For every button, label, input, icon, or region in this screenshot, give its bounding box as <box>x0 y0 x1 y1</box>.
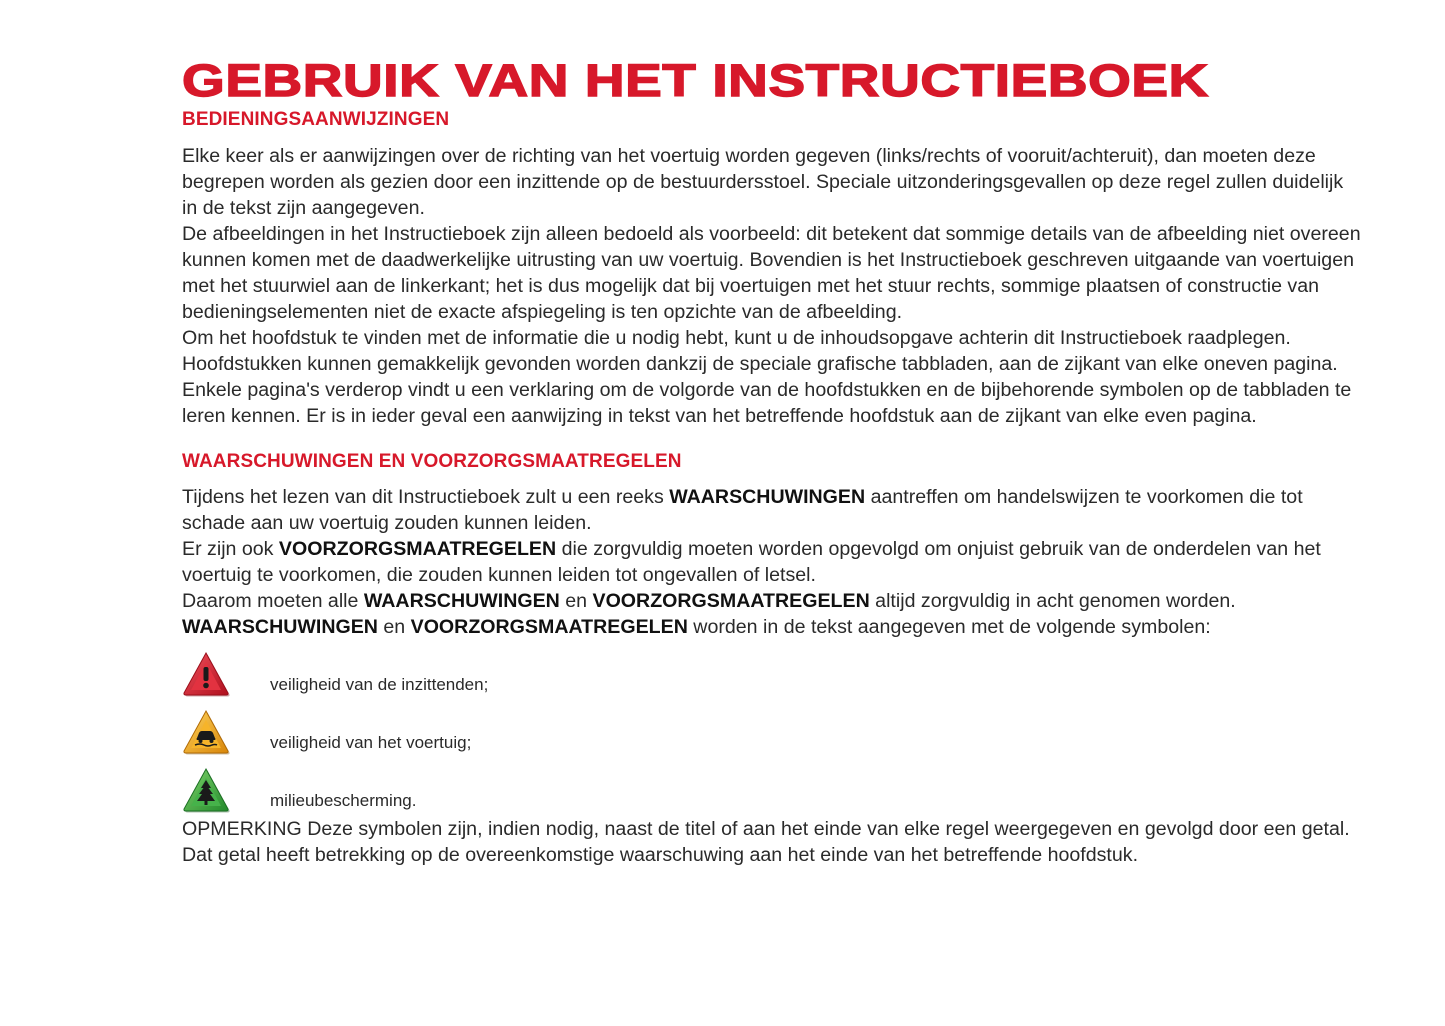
symbol-label: veiligheid van de inzittenden; <box>270 675 489 694</box>
section-heading-waarschuwingen: WAARSCHUWINGEN EN VOORZORGSMAATREGELEN <box>182 451 682 472</box>
text-span: Daarom moeten alle <box>182 590 364 612</box>
section-waarschuwingen <box>182 484 1362 640</box>
car-skid-icon <box>182 708 230 756</box>
text-span: worden in de tekst aangegeven met de volgende symbolen: <box>687 616 1211 638</box>
paragraph-richting: Elke keer als er aanwijzingen over de richting van het voertuig worden gegeven (links/rechts of vooruit/achteruit), dan moeten deze begrepen worden als gezien door een inzittende op de bestuurdersstoel. Speciale uitzonderingsgevallen op deze regel zullen duidelijk in de tekst zijn aangegeven. <box>182 145 1344 219</box>
paragraph-afbeeldingen: De afbeeldingen in het Instructieboek zijn alleen bedoeld als voorbeeld: dit betekent dat sommige details van de afbeelding niet overeen kunnen komen met de daadwerkelijke uitrusting van uw voertuig. Bovendien is het Instructieboek geschreven uitgaande van voertuigen met het stuurwiel aan de linkerkant; het is dus mogelijk dat bij voertuigen met het stuur rechts, sommige plaatsen of constructie van bedieningselementen niet de exacte afspiegeling is ten opzichte van de afbeelding. <box>182 223 1361 323</box>
tree-icon <box>182 766 230 814</box>
paragraph-opmerking: OPMERKING Deze symbolen zijn, indien nodig, naast de titel of aan het einde van elke regel weergegeven en gevolgd door een getal. Dat getal heeft betrekking op de overeenkomstige waarschuwing aan het einde van het betreffende hoofdstuk. <box>182 818 1350 866</box>
document-page <box>182 55 1362 868</box>
paragraph-voorzorgsmaatregelen-intro <box>182 536 1362 588</box>
symbol-label: veiligheid van het voertuig; <box>270 733 472 752</box>
term-voorzorgsmaatregelen: VOORZORGSMAATREGELEN <box>410 616 688 638</box>
paragraph-symbolen-intro <box>182 614 1362 640</box>
paragraph-waarschuwingen-intro <box>182 484 1362 536</box>
term-waarschuwingen: WAARSCHUWINGEN <box>363 590 560 612</box>
warning-exclamation-icon <box>182 650 230 698</box>
symbol-row-milieu <box>182 766 1362 824</box>
paragraph-tabbladen: Hoofdstukken kunnen gemakkelijk gevonden worden dankzij de speciale grafische tabbladen, aan de zijkant van elke oneven pagina. Enkele pagina's verderop vindt u een verklaring om de volgorde van de hoofdstukken en de bijbehorende symbolen op de tabbladen te leren kennen. Er is in ieder geval een aanwijzing in tekst van het betreffende hoofdstuk aan de zijkant van elke even pagina. <box>182 353 1352 427</box>
text-span: en <box>377 616 411 638</box>
symbol-label: milieubescherming. <box>270 791 417 810</box>
term-voorzorgsmaatregelen: VOORZORGSMAATREGELEN <box>592 590 870 612</box>
paragraph-inhoudsopgave: Om het hoofdstuk te vinden met de informatie die u nodig hebt, kunt u de inhoudsopgave achterin dit Instructieboek raadplegen. <box>182 327 1291 349</box>
symbol-row-voertuig <box>182 708 1362 766</box>
text-span: altijd zorgvuldig in acht genomen worden. <box>869 590 1236 612</box>
symbol-row-inzittenden <box>182 650 1362 708</box>
section-bedieningsaanwijzingen <box>182 143 1362 429</box>
term-waarschuwingen: WAARSCHUWINGEN <box>182 616 378 638</box>
text-span: Tijdens het lezen van dit Instructieboek zult u een reeks <box>182 486 670 508</box>
text-span: aantreffen om handelswijzen te voorkomen die tot schade aan uw voertuig zouden kunnen leiden. <box>182 486 1303 534</box>
text-span: die zorgvuldig moeten worden opgevolgd om onjuist gebruik van de onderdelen van het voertuig te voorkomen, die zouden kunnen leiden tot ongevallen of letsel. <box>182 538 1321 586</box>
paragraph-acht-genomen <box>182 588 1362 614</box>
symbol-list <box>182 650 1362 824</box>
text-span: Er zijn ook <box>182 538 279 560</box>
text-span: en <box>559 590 593 612</box>
page-title: GEBRUIK VAN HET INSTRUCTIEBOEK <box>182 55 1209 106</box>
term-waarschuwingen: WAARSCHUWINGEN <box>669 486 866 508</box>
section-heading-bedieningsaanwijzingen: BEDIENINGSAANWIJZINGEN <box>182 109 450 130</box>
term-voorzorgsmaatregelen: VOORZORGSMAATREGELEN <box>278 538 557 560</box>
